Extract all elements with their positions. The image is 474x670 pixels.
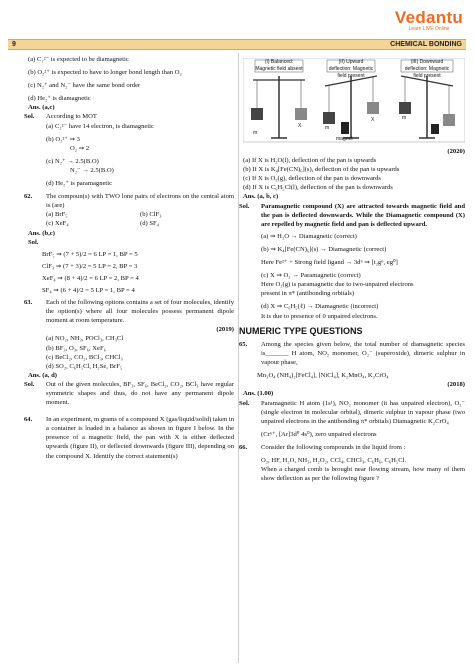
figure-label: m [253, 130, 258, 136]
option-c: (c) If X is O₂(g), deflection of the pan is downwards [243, 175, 381, 183]
q63-options [28, 334, 234, 370]
solution-65 [239, 399, 465, 439]
option-b: (b) O₂²⁺ is expected to have to longer bond length than O₂ [28, 69, 182, 77]
answer-63: Ans. (a, d) [28, 371, 57, 379]
year-tag: (2020) [447, 148, 465, 155]
sol-line: SF₄ ⇒ (6 + 4)/2 = 5 LP = 1, BP = 4 [42, 286, 135, 294]
option-d: (d) SO₂, C₆H₅Cl, H₂Se, BrF₅ [46, 362, 123, 370]
answer-64: Ans. (a, b, c) [243, 193, 279, 201]
option-d: (d) SF₄ [140, 220, 159, 228]
sol-label: Sol. [28, 238, 39, 246]
option-c: (c) BeCl₂, CO₂, BCl₃, CHCl₃ [46, 353, 123, 361]
logo-tagline: Learn LIVE Online [408, 26, 450, 33]
sol-line: N₂⁻ → 2.5(B.O) [70, 166, 114, 174]
sol-line: O₂ ⇒ 2 [70, 144, 90, 152]
right-column [239, 147, 465, 483]
question-62 [24, 192, 234, 210]
figure-label: m [325, 125, 330, 131]
sol-line: BrF₅ ⇒ (7 + 5)/2 = 6 LP = 1, BP = 5 [42, 250, 138, 258]
sol-line: Here Fe²⁺ + Strong field ligand → 3d⁶ ⇒ [t₂g⁶, eg⁰] [261, 259, 398, 267]
year-tag: (2019) [216, 326, 234, 334]
section-title: NUMERIC TYPE QUESTIONS [239, 325, 363, 336]
chapter-title: CHEMICAL BONDING [390, 41, 462, 48]
year-tag: (2018) [447, 381, 465, 389]
sol-line: (b) ⇒ K₄[Fe(CN)₆](s) → Diamagnetic (correct) [261, 245, 387, 253]
sol-line: (Cr⁶⁺, [Ar]3d⁰ 4s⁰), zero unpaired electrons [261, 430, 377, 438]
sol-line: (c) N₂⁺ → 2.5(B.O) [46, 157, 99, 165]
question-text: In an experiment, m grams of a compound X (gas/liquid/solid) taken in a container is loaded in a balance as shown in figure I below. In the presence of a magnetic field, the pan with X is either deflected upwards (figure II), or deflected downwards (figure III), depending on the compound X. Identify the correct statement(s) [46, 416, 234, 460]
sol-text: Out of the given molecules, BF₃, SF₆, BeCl₂, CO₂, BCl₃ have regular symmetric shapes and thus, do not have any permanent dipole moment. [46, 380, 234, 407]
question-number: 62. [24, 193, 33, 201]
solution-61 [24, 112, 234, 188]
sol-line: (b) O₂²⁺ ⇒ 3 [46, 135, 80, 143]
option-a: (a) C₂²⁻ is expected to be diamagnetic [28, 56, 129, 63]
question-66 [239, 443, 465, 483]
caption-figure-1: (I) Balanced: Magnetic field absent [255, 59, 303, 72]
sol-line: ClF₃ ⇒ (7 + 3)/2 = 5 LP = 2, BP = 3 [42, 262, 138, 270]
question-65 [239, 340, 465, 367]
sol-line: (a) ⇒ H₂O → Diamagnetic (correct) [261, 232, 357, 240]
caption-figure-2: (II) Upward deflection: Magnetic field present [328, 59, 374, 79]
q62-options [28, 210, 234, 228]
question-number: 64. [24, 416, 33, 424]
question-text-cont: When a charged comb is brought near flowing stream, how many of them show deflection as per the following figure ? [261, 466, 465, 483]
option-d: (d) If X is C₆H₅Cl(l), deflection of the pan is downwards [243, 184, 393, 192]
option-c: (c) N₂⁺ and N₂⁻ have the same bond order [28, 82, 141, 90]
question-number: 66. [239, 443, 248, 451]
option-a: (a) NO₂, NH₃, POCl₃, CH₃Cl [46, 335, 124, 343]
sol-heading: According to MOT [46, 113, 97, 121]
species-list: Mn₃O₄ (NH₄)₂[FeCl₄], [NiCl₄], K₂MnO₄, K₂CrO₄ [257, 372, 389, 380]
answer-65: Ans. (1.00) [243, 390, 274, 398]
question-number: 63. [24, 299, 33, 307]
answer-62: Ans. (b,c) [28, 229, 55, 237]
left-column [24, 55, 234, 461]
figure-label: X [371, 117, 375, 123]
option-a: (a) If X is H₂O(l), deflection of the pan is upwards [243, 157, 377, 165]
question-text: The compoun(s) with TWO lone pairs of electrons on the central atom is (are) [46, 193, 234, 210]
figure-label: magnet [336, 136, 353, 142]
option-b: (b) ClF₃ [140, 211, 162, 219]
column-divider [238, 53, 239, 663]
sol-label: Sol. [239, 399, 250, 407]
sol-text: Paramagnetic H atom (1s¹), NO₂ monomer (it has unpaired electron), O₂⁻ (single electron in molecular orbital), dimeric sulphur in vapour phase (two unpaired electrons in the antibonding π* orbitals) Diamagnetic K₂CrO₄ [261, 399, 465, 425]
sol-label: Sol. [239, 202, 250, 210]
solution-63 [24, 380, 234, 407]
sol-label: Sol. [24, 380, 35, 388]
sol-line: XeF₄ ⇒ (8 + 4)/2 = 6 LP = 2, BP = 4 [42, 274, 139, 282]
sol-heading: Paramagnetic compound (X) are attracted towards magnetic field and the pan is deflected downwards. While the Diamagnetic compound (X) are repelled by magnetic field and pan is deflected upward. [261, 202, 465, 228]
option-a: (a) BrF₅ [46, 211, 68, 219]
question-text: Among the species given below, the total number of diamagnetic species is_______ H atom, NO₂ monomer, O₂⁻ (superoxide), dimeric sulphur in vapour phase, [261, 341, 465, 367]
sol-line: (d) He₂⁺ is paramagnetic [46, 180, 113, 188]
solution-62 [28, 250, 234, 295]
compound-list: O₂, HF, H₂O, NH₃, H₂O₂, CCl₄, CHCl₃, C₆H₆, C₆H₅Cl. [261, 457, 407, 465]
option-b: (b) If X is K₄[Fe(CN)₆](s), deflection of the pan is upwards [243, 166, 400, 174]
sol-line: (d) X ⇒ C₆H₅(ℓ) → Diamagnetic (incorrect) [261, 303, 379, 311]
question-text: Each of the following options contains a set of four molecules, identify the option(s) where all four molecules possess permanent dipole moment at room temperature. [46, 299, 234, 325]
sol-label: Sol. [24, 113, 35, 121]
sol-line: It is due to presence of 0 unpaired electrons. [261, 312, 378, 320]
figure-label: X [298, 123, 302, 129]
caption-figure-3: (III) Downward deflection: Magnetic field present [404, 59, 450, 79]
page-header-bar [8, 39, 466, 50]
question-number: 65. [239, 341, 248, 348]
solution-64 [239, 202, 465, 321]
sol-line: Here O₂(g) is paramagnetic due to two-unpaired electrons [261, 281, 414, 289]
option-b: (b) BF₃, O₃, SF₆, XeF₆ [46, 344, 106, 352]
figure-label: m [402, 115, 407, 121]
option-c: (c) XeF₄ [46, 220, 69, 228]
question-63 [24, 298, 234, 325]
logo-name: Vedantu [394, 8, 464, 27]
option-d: (d) He₂⁺ is diamagnetic [28, 95, 91, 103]
question-64 [24, 415, 234, 460]
page-number: 9 [12, 41, 16, 48]
answer-61: Ans. (a,c) [28, 104, 55, 112]
sol-line: (c) X ⇒ O₂ → Paramagnetic (correct) [261, 272, 361, 280]
question-text: Consider the following compounds in the liquid from : [261, 443, 406, 451]
sol-line: present in π* (antibonding orbitals) [261, 290, 355, 298]
vedantu-logo [394, 6, 464, 33]
sol-line: (a) C₂²⁻ have 14 electron, is diamagnetic [46, 122, 154, 130]
